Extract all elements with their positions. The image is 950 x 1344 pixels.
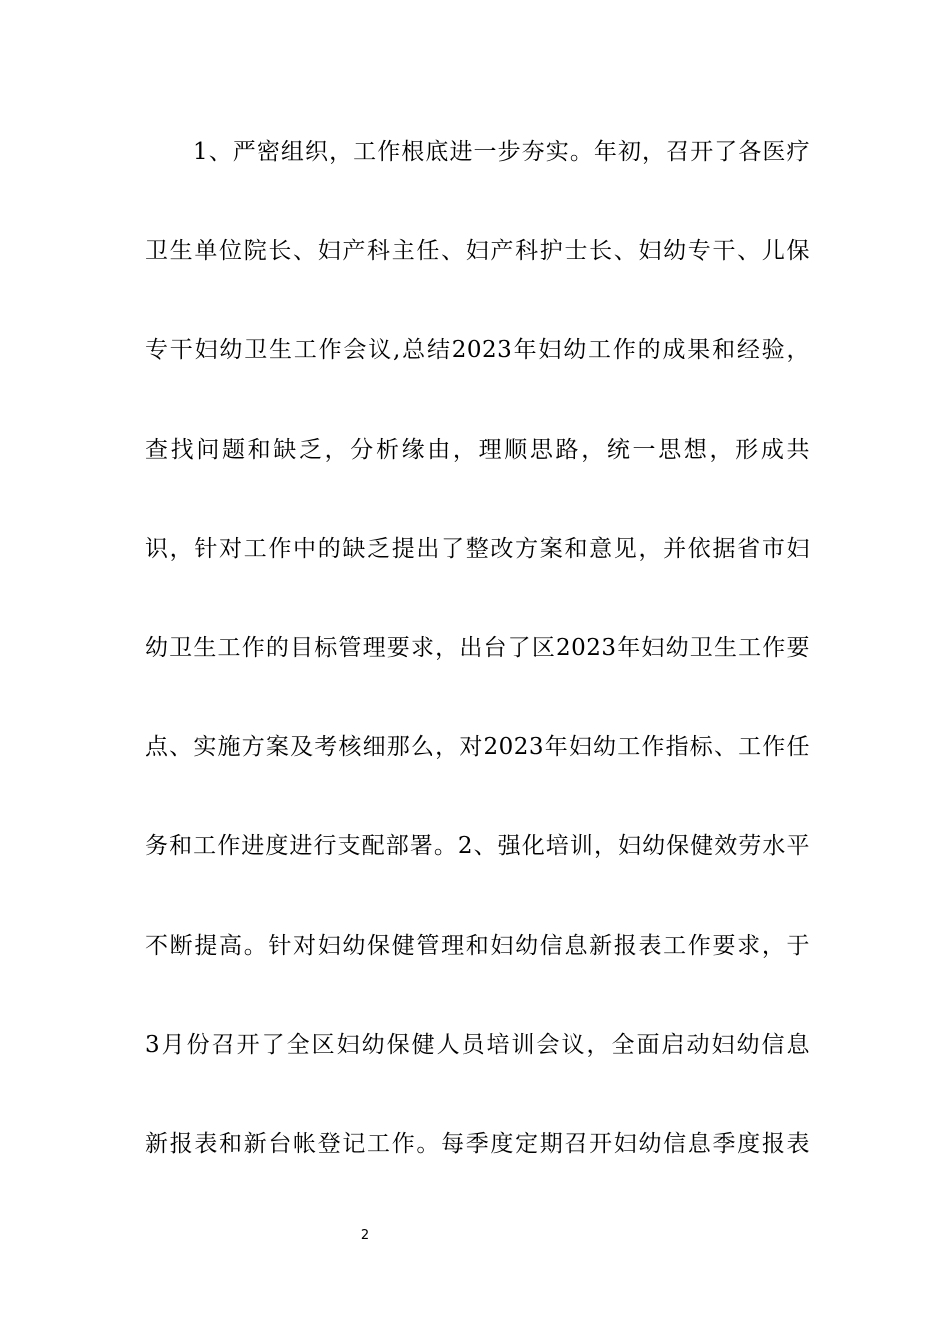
text-line: 卫生单位院长、妇产科主任、妇产科护士长、妇幼专干、儿保 <box>145 238 810 265</box>
page-number: 2 <box>360 1228 370 1243</box>
text-line: 专干妇幼卫生工作会议,总结2023年妇幼工作的成果和经验， <box>145 337 810 364</box>
text-line: 3月份召开了全区妇幼保健人员培训会议，全面启动妇幼信息 <box>145 1031 810 1058</box>
body-text <box>145 128 810 1219</box>
text-line: 点、实施方案及考核细那么，对2023年妇幼工作指标、工作任 <box>145 734 810 761</box>
text-line: 新报表和新台帐登记工作。每季度定期召开妇幼信息季度报表 <box>145 1130 810 1157</box>
text-line: 务和工作进度进行支配部署。2、强化培训，妇幼保健效劳水平 <box>145 833 810 860</box>
text-line: 幼卫生工作的目标管理要求，出台了区2023年妇幼卫生工作要 <box>145 634 810 661</box>
text-line: 不断提高。针对妇幼保健管理和妇幼信息新报表工作要求，于 <box>145 932 810 959</box>
text-line: 识，针对工作中的缺乏提出了整改方案和意见，并依据省市妇 <box>145 535 810 562</box>
text-line: 查找问题和缺乏，分析缘由，理顺思路，统一思想，形成共 <box>145 436 810 463</box>
text-line: 1、严密组织，工作根底进一步夯实。年初，召开了各医疗 <box>193 139 810 165</box>
